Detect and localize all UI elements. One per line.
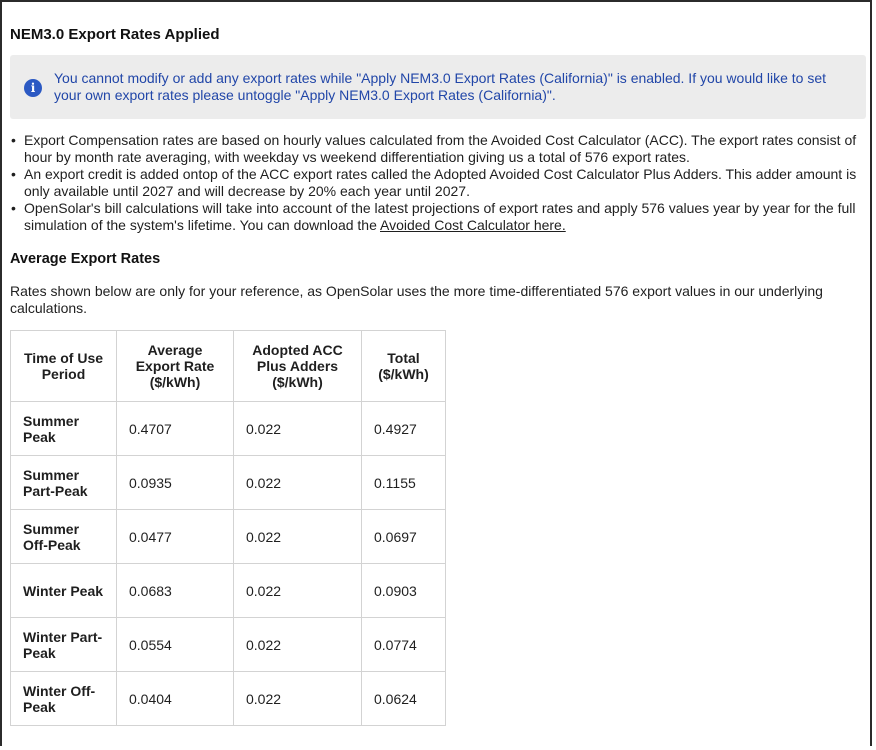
row-total: 0.0774	[362, 618, 446, 672]
table-header-row	[11, 331, 446, 402]
row-total: 0.0624	[362, 672, 446, 726]
row-adders: 0.022	[234, 402, 362, 456]
acc-download-link[interactable]: Avoided Cost Calculator here.	[380, 217, 566, 233]
info-alert	[10, 55, 866, 119]
alert-message: You cannot modify or add any export rates while "Apply NEM3.0 Export Rates (California)" is enabled. If you would like to set your own export rates please untoggle "Apply NEM3.0 Export Rates (California)".	[54, 70, 827, 103]
bullet-acc-rates: • Export Compensation rates are based on hourly values calculated from the Avoided Cost Calculator (ACC). The export rates consist of hour by month rate averaging, with weekday vs weekend differentiation giving us a total of 576 export rates.	[24, 132, 876, 166]
row-average-rate: 0.0935	[117, 456, 234, 510]
row-period: Summer Part-Peak	[11, 456, 117, 510]
row-period: Winter Peak	[11, 564, 117, 618]
row-average-rate: 0.4707	[117, 402, 234, 456]
bullet-bill-text: OpenSolar's bill calculations will take into account of the latest projections of export rates and apply 576 values year by year for the full simulation of the system's lifetime. You can download the	[24, 200, 856, 233]
row-adders: 0.022	[234, 618, 362, 672]
row-average-rate: 0.0477	[117, 510, 234, 564]
row-adders: 0.022	[234, 672, 362, 726]
bullet-bill-calculations	[24, 200, 876, 234]
header-average-export-rate: Average Export Rate ($/kWh)	[117, 331, 234, 402]
row-average-rate: 0.0554	[117, 618, 234, 672]
row-period: Winter Off-Peak	[11, 672, 117, 726]
row-average-rate: 0.0683	[117, 564, 234, 618]
header-adopted-acc: Adopted ACC Plus Adders ($/kWh)	[234, 331, 362, 402]
row-total: 0.0903	[362, 564, 446, 618]
header-time-of-use: Time of Use Period	[11, 331, 117, 402]
table-row	[11, 510, 446, 564]
row-average-rate: 0.0404	[117, 672, 234, 726]
table-row	[11, 672, 446, 726]
table-row	[11, 618, 446, 672]
table-row	[11, 564, 446, 618]
info-icon: i	[24, 79, 42, 97]
section-title: Average Export Rates	[10, 251, 161, 267]
header-total: Total ($/kWh)	[362, 331, 446, 402]
row-total: 0.0697	[362, 510, 446, 564]
page-title: NEM3.0 Export Rates Applied	[10, 26, 220, 43]
info-bullet-list	[10, 132, 876, 234]
bullet-export-credit: • An export credit is added ontop of the ACC export rates called the Adopted Avoided Cost Calculator Plus Adders. This adder amount is only available until 2027 and will decrease by 20% each year until 2027.	[24, 166, 876, 200]
row-total: 0.1155	[362, 456, 446, 510]
table-row	[11, 402, 446, 456]
row-adders: 0.022	[234, 456, 362, 510]
table-row	[11, 456, 446, 510]
section-note: Rates shown below are only for your reference, as OpenSolar uses the more time-differentiated 576 export values in our underlying calculations.	[10, 283, 823, 316]
row-adders: 0.022	[234, 510, 362, 564]
export-rates-table	[10, 330, 446, 726]
row-period: Summer Off-Peak	[11, 510, 117, 564]
row-period: Winter Part-Peak	[11, 618, 117, 672]
row-period: Summer Peak	[11, 402, 117, 456]
row-adders: 0.022	[234, 564, 362, 618]
row-total: 0.4927	[362, 402, 446, 456]
